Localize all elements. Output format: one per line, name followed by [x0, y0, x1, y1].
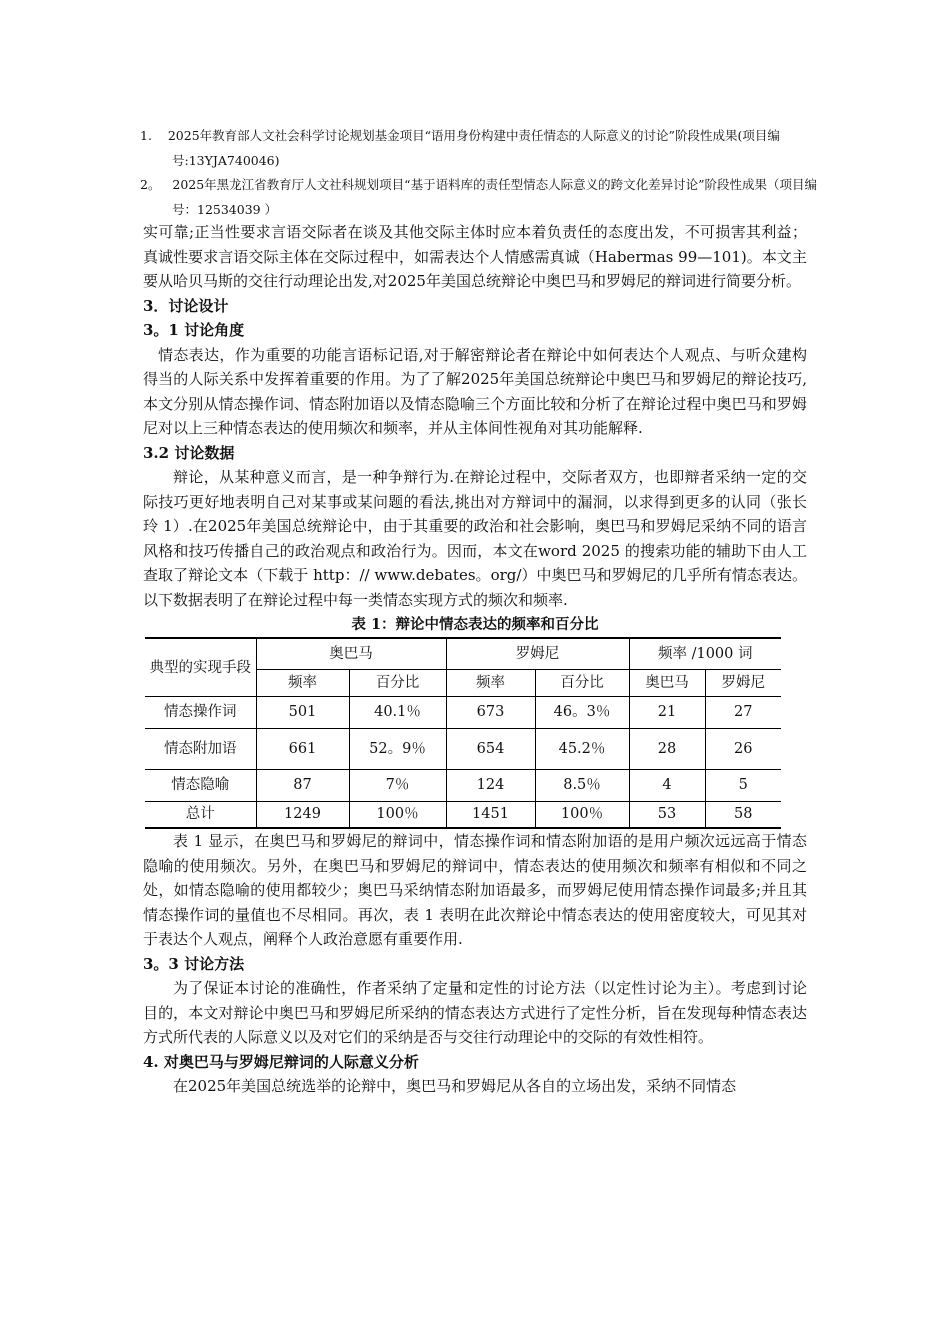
section-4-paragraph: 在2025年美国总统选举的论辩中，奥巴马和罗姆尼从各自的立场出发，采纳不同情态 [173, 1077, 737, 1095]
table-cell: 87 [256, 770, 349, 802]
table-cell: 4 [629, 770, 705, 802]
table-cell: 654 [446, 729, 535, 770]
table-cell: 总计 [145, 802, 256, 829]
table-cell: 情态隐喻 [145, 770, 256, 802]
section-3-heading: 3．讨论设计 [143, 296, 229, 315]
table-header-cell: 罗姆尼 [446, 638, 629, 670]
footnote-2 [140, 173, 820, 222]
table-row [145, 770, 781, 802]
table-header-cell: 百分比 [349, 670, 446, 697]
table-cell: 21 [629, 697, 705, 729]
table-cell: 情态操作词 [145, 697, 256, 729]
main-body [143, 220, 807, 1099]
section-3-1-paragraph: 情态表达，作为重要的功能言语标记语,对于解密辩论者在辩论中如何表达个人观点、与听众建构得当的人际关系中发挥着重要的作用。为了了解2025年美国总统辩论中奥巴马和罗姆尼的辩论技巧,本文分别从情态操作词、情态附加语以及情态隐喻三个方面比较和分析了在辩论过程中奥巴马和罗姆尼对以上三种情态表达的使用频次和频率，并从主体间性视角对其功能解释. [143, 345, 807, 437]
table-cell: 5 [705, 770, 781, 802]
footnote-number: 2。 [140, 177, 161, 192]
table-header-cell: 百分比 [535, 670, 629, 697]
table-header-cell: 频率 /1000 词 [629, 638, 781, 670]
table-cell: 7％ [349, 770, 446, 802]
footnote-text: 2025年黑龙江省教育厅人文社科规划项目“基于语料库的责任型情态人际意义的跨文化差异讨论”阶段性成果（项目编号：12534039 ） [172, 177, 817, 217]
footnote-text: 2025年教育部人文社会科学讨论规划基金项目“语用身份构建中责任情态的人际意义的讨论”阶段性成果(项目编号:13YJA740046) [167, 128, 780, 168]
footnotes [140, 124, 820, 222]
table-cell: 46。3％ [535, 697, 629, 729]
table-header-cell: 奥巴马 [629, 670, 705, 697]
footnote-1 [140, 124, 820, 173]
table-header-cell: 频率 [256, 670, 349, 697]
table-cell: 124 [446, 770, 535, 802]
table-header-cell: 频率 [446, 670, 535, 697]
table-caption: 表 1：辩论中情态表达的频率和百分比 [351, 616, 599, 633]
section-3-3-heading: 3。3 讨论方法 [143, 954, 245, 973]
table-cell: 100％ [535, 802, 629, 829]
table-row [145, 697, 781, 729]
table-cell: 501 [256, 697, 349, 729]
table-cell: 100％ [349, 802, 446, 829]
table-row [145, 729, 781, 770]
table-cell: 27 [705, 697, 781, 729]
table-cell: 26 [705, 729, 781, 770]
section-3-1-heading: 3。1 讨论角度 [143, 321, 245, 339]
table-cell: 情态附加语 [145, 729, 256, 770]
table-cell: 40.1％ [349, 697, 446, 729]
section-3-2-heading: 3.2 讨论数据 [143, 443, 235, 462]
table-header-cell: 罗姆尼 [705, 670, 781, 697]
table-cell: 52。9％ [349, 729, 446, 770]
table-cell: 28 [629, 729, 705, 770]
table-cell: 53 [629, 802, 705, 829]
table-discussion-paragraph: 表 1 显示，在奥巴马和罗姆尼的辩词中，情态操作词和情态附加语的是用户频次远远高于情态隐喻的使用频次。另外，在奥巴马和罗姆尼的辩词中，情态表达的使用频次和频率有相似和不同之处，如情态隐喻的使用都较少；奥巴马采纳情态附加语最多，而罗姆尼使用情态操作词最多;并且其情态操作词的量值也不尽相同。再次，表 1 表明在此次辩论中情态表达的使用密度较大，可见其对于表达个人观点，阐释个人政治意愿有重要作用. [143, 832, 807, 948]
frequency-table [145, 637, 781, 829]
table-cell: 661 [256, 729, 349, 770]
table-header-row [145, 638, 781, 670]
section-3-3-paragraph: 为了保证本讨论的准确性，作者采纳了定量和定性的讨论方法（以定性讨论为主）。考虑到讨论目的，本文对辩论中奥巴马和罗姆尼所采纳的情态表达方式进行了定性分析，旨在发现每种情态表达方式所代表的人际意义以及对它们的采纳是否与交往行动理论中的交际的有效性相符。 [143, 979, 807, 1046]
section-4-heading: 4. 对奥巴马与罗姆尼辩词的人际意义分析 [143, 1052, 419, 1071]
table-header-cell: 奥巴马 [256, 638, 446, 670]
table-cell: 1451 [446, 802, 535, 829]
table-header-cell: 典型的实现手段 [145, 638, 256, 697]
table-cell: 58 [705, 802, 781, 829]
table-cell: 673 [446, 697, 535, 729]
table-cell: 1249 [256, 802, 349, 829]
table-cell: 8.5％ [535, 770, 629, 802]
table-row [145, 802, 781, 829]
table-cell: 45.2％ [535, 729, 629, 770]
intro-paragraph: 实可靠;正当性要求言语交际者在谈及其他交际主体时应本着负责任的态度出发，不可损害其利益；真诚性要求言语交际主体在交际过程中，如需表达个人情感需真诚（Habermas 99—101)。本文主要从哈贝马斯的交往行动理论出发,对2025年美国总统辩论中奥巴马和罗姆尼的辩词进行简要分析。 [143, 223, 807, 290]
section-3-2-paragraph: 辩论，从某种意义而言，是一种争辩行为.在辩论过程中，交际者双方，也即辩者采纳一定的交际技巧更好地表明自己对某事或某问题的看法,挑出对方辩词中的漏洞，以求得到更多的认同（张长玲 1）.在2025年美国总统辩论中，由于其重要的政治和社会影响，奥巴马和罗姆尼采纳不同的语言风格和技巧传播自己的政治观点和政治行为。因而，本文在word 2025 的搜索功能的辅助下由人工查取了辩论文本（下载于 http：// www.debates。org/）中奥巴马和罗姆尼的几乎所有情态表达。以下数据表明了在辩论过程中每一类情态实现方式的频次和频率. [143, 468, 807, 609]
footnote-number: 1. [140, 128, 152, 143]
